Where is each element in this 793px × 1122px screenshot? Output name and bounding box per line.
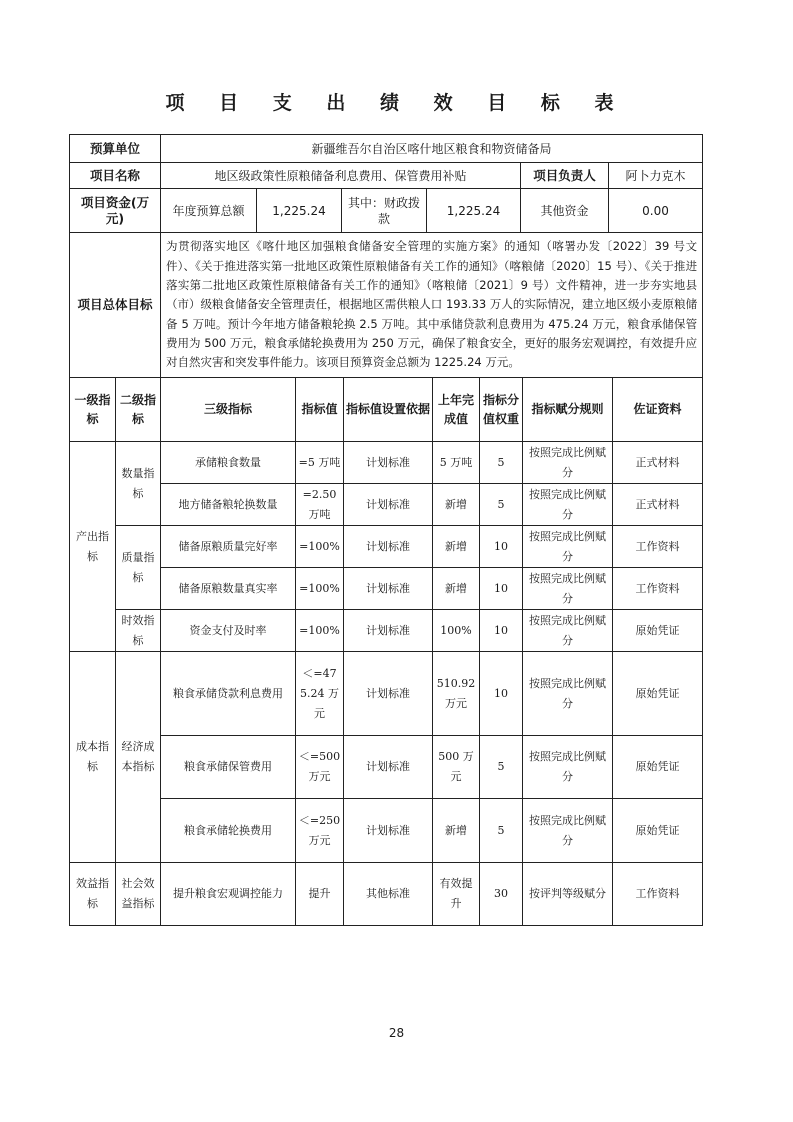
indicator-rule: 按照完成比例赋分 — [523, 736, 613, 799]
indicator-basis: 计划标准 — [344, 610, 433, 652]
other-funds-label: 其他资金 — [521, 189, 609, 233]
annual-budget-label: 年度预算总额 — [161, 189, 257, 233]
indicator-table — [69, 377, 703, 926]
goal-text: 为贯彻落实地区《喀什地区加强粮食储备安全管理的实施方案》的通知（喀署办发〔2022〕39 号文件）、《关于推进落实第一批地区政策性原粮储备有关工作的通知》（喀粮储〔2020〕15 号）、《关于推进落实第二批地区政策性原粮储备有关工作的通知》（喀粮储〔2021〕9 号）文件精神，进一步夯实地县（市）级粮食储备安全管理责任，根据地区需供粮人口 193.33 万人的实际情况，建立地区级小麦原粮储备 5 万吨。预计今年地方储备粮轮换 2.5 万吨。其中承储贷款利息费用为 475.24 万元，粮食承储保管费用为 500 万元，粮食承储轮换费用为 250 万元，确保了粮食安全，更好的服务宏观调控，有效提升应对自然灾害和突发事件能力。该项目预算资金总额为 1225.24 万元。 — [161, 233, 703, 378]
indicator-name: 储备原粮数量真实率 — [161, 568, 296, 610]
col-evidence: 佐证资料 — [613, 378, 703, 442]
budget-unit-label: 预算单位 — [70, 135, 161, 163]
indicator-value: =100% — [296, 568, 344, 610]
table-row — [70, 799, 703, 863]
table-row — [70, 568, 703, 610]
col-rule: 指标赋分规则 — [523, 378, 613, 442]
subgroup-label: 社会效益指标 — [116, 863, 161, 926]
col-value: 指标值 — [296, 378, 344, 442]
indicator-evidence: 原始凭证 — [613, 610, 703, 652]
indicator-last-year: 新增 — [433, 484, 480, 526]
subgroup-label: 质量指标 — [116, 526, 161, 610]
indicator-evidence: 原始凭证 — [613, 652, 703, 736]
indicator-rule: 按照完成比例赋分 — [523, 799, 613, 863]
funds-label: 项目资金(万元) — [70, 189, 161, 233]
manager-label: 项目负责人 — [521, 163, 609, 189]
indicator-weight: 5 — [480, 442, 523, 484]
project-info-table — [69, 134, 703, 378]
indicator-name: 粮食承储轮换费用 — [161, 799, 296, 863]
indicator-rule: 按照完成比例赋分 — [523, 484, 613, 526]
indicator-last-year: 新增 — [433, 799, 480, 863]
indicator-last-year: 510.92 万元 — [433, 652, 480, 736]
indicator-basis: 计划标准 — [344, 484, 433, 526]
indicator-evidence: 原始凭证 — [613, 799, 703, 863]
table-row — [70, 484, 703, 526]
indicator-last-year: 新增 — [433, 526, 480, 568]
indicator-last-year: 5 万吨 — [433, 442, 480, 484]
indicator-basis: 计划标准 — [344, 442, 433, 484]
indicator-basis: 计划标准 — [344, 526, 433, 568]
indicator-rule: 按照完成比例赋分 — [523, 652, 613, 736]
table-row — [70, 863, 703, 926]
indicator-value: ＜=500 万元 — [296, 736, 344, 799]
indicator-weight: 30 — [480, 863, 523, 926]
indicator-weight: 5 — [480, 799, 523, 863]
page-number: 28 — [388, 1026, 405, 1040]
col-basis: 指标值设置依据 — [344, 378, 433, 442]
indicator-name: 承储粮食数量 — [161, 442, 296, 484]
indicator-name: 地方储备粮轮换数量 — [161, 484, 296, 526]
group-label: 成本指标 — [70, 652, 116, 863]
indicator-rule: 按照完成比例赋分 — [523, 526, 613, 568]
indicator-rule: 按评判等级赋分 — [523, 863, 613, 926]
indicator-evidence: 正式材料 — [613, 442, 703, 484]
col-level2: 二级指标 — [116, 378, 161, 442]
table-row — [70, 442, 703, 484]
subgroup-label: 时效指标 — [116, 610, 161, 652]
indicator-evidence: 工作资料 — [613, 526, 703, 568]
indicator-last-year: 100% — [433, 610, 480, 652]
indicator-basis: 其他标准 — [344, 863, 433, 926]
other-funds-value: 0.00 — [609, 189, 703, 233]
indicator-name: 粮食承储保管费用 — [161, 736, 296, 799]
indicator-last-year: 500 万元 — [433, 736, 480, 799]
indicator-last-year: 新增 — [433, 568, 480, 610]
indicator-rule: 按照完成比例赋分 — [523, 568, 613, 610]
indicator-weight: 10 — [480, 526, 523, 568]
indicator-value: =100% — [296, 610, 344, 652]
budget-unit-value: 新疆维吾尔自治区喀什地区粮食和物资储备局 — [161, 135, 703, 163]
indicator-weight: 10 — [480, 610, 523, 652]
fiscal-label: 其中：财政拨款 — [342, 189, 427, 233]
page-title: 项 目 支 出 绩 效 目 标 表 — [165, 92, 628, 114]
indicator-basis: 计划标准 — [344, 799, 433, 863]
indicator-basis: 计划标准 — [344, 736, 433, 799]
col-level1: 一级指标 — [70, 378, 116, 442]
indicator-evidence: 工作资料 — [613, 568, 703, 610]
indicator-name: 资金支付及时率 — [161, 610, 296, 652]
indicator-evidence: 正式材料 — [613, 484, 703, 526]
indicator-weight: 5 — [480, 484, 523, 526]
manager-value: 阿卜力克木 — [609, 163, 703, 189]
annual-budget-value: 1,225.24 — [257, 189, 342, 233]
indicator-name: 提升粮食宏观调控能力 — [161, 863, 296, 926]
table-row — [70, 652, 703, 736]
indicator-rule: 按照完成比例赋分 — [523, 610, 613, 652]
indicator-rule: 按照完成比例赋分 — [523, 442, 613, 484]
indicator-value: ＜=250 万元 — [296, 799, 344, 863]
indicator-weight: 10 — [480, 568, 523, 610]
indicator-value: =2.50 万吨 — [296, 484, 344, 526]
project-name-label: 项目名称 — [70, 163, 161, 189]
fiscal-value: 1,225.24 — [427, 189, 521, 233]
group-label: 效益指标 — [70, 863, 116, 926]
indicator-evidence: 原始凭证 — [613, 736, 703, 799]
col-weight: 指标分值权重 — [480, 378, 523, 442]
subgroup-label: 经济成本指标 — [116, 652, 161, 863]
indicator-value: =5 万吨 — [296, 442, 344, 484]
col-level3: 三级指标 — [161, 378, 296, 442]
indicator-evidence: 工作资料 — [613, 863, 703, 926]
table-row — [70, 610, 703, 652]
goal-label: 项目总体目标 — [70, 233, 161, 378]
table-row — [70, 736, 703, 799]
group-label: 产出指标 — [70, 442, 116, 652]
indicator-value: 提升 — [296, 863, 344, 926]
indicator-last-year: 有效提升 — [433, 863, 480, 926]
indicator-weight: 5 — [480, 736, 523, 799]
table-row — [70, 526, 703, 568]
indicator-name: 储备原粮质量完好率 — [161, 526, 296, 568]
indicator-value: ＜=475.24 万元 — [296, 652, 344, 736]
indicator-basis: 计划标准 — [344, 652, 433, 736]
indicator-weight: 10 — [480, 652, 523, 736]
project-name-value: 地区级政策性原粮储备利息费用、保管费用补贴 — [161, 163, 521, 189]
indicator-value: =100% — [296, 526, 344, 568]
indicator-basis: 计划标准 — [344, 568, 433, 610]
subgroup-label: 数量指标 — [116, 442, 161, 526]
col-last-year: 上年完成值 — [433, 378, 480, 442]
indicator-name: 粮食承储贷款利息费用 — [161, 652, 296, 736]
